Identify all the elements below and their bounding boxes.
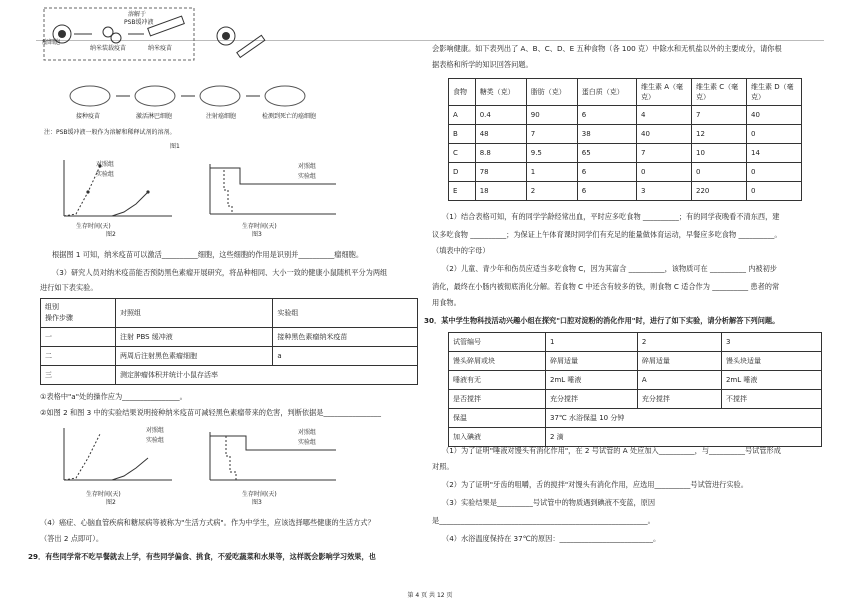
question-4: （4）癌症、心脑血管疾病和糖尿病等被称为"生活方式病"。作为中学生，应该选择哪些健康的生活方式？ <box>40 518 375 527</box>
table-cell: A <box>449 106 476 125</box>
exp-question-1b: 对照。 <box>432 462 454 471</box>
step-2-label: 激活淋巴细胞 <box>136 113 173 120</box>
figure-1-diagram <box>40 4 340 148</box>
table-cell: 0 <box>747 182 802 201</box>
chart3b-caption: 图3 <box>252 499 262 506</box>
table-row <box>449 352 822 371</box>
exp-question-3: （3）实验结果是__________号试管中的物质遇到碘液不变蓝，原因 <box>442 498 656 507</box>
chart2a-xlabel: 生存时间(天) <box>76 223 111 230</box>
table-cell: 7 <box>526 125 577 144</box>
table-row <box>449 409 822 428</box>
chart3a-legend-exp: 实验组 <box>298 173 317 180</box>
chart2b-caption: 图2 <box>106 499 116 506</box>
table-header-cell: 维生素 D（毫克） <box>747 79 802 106</box>
table-cell: 14 <box>747 144 802 163</box>
table-cell: 78 <box>475 163 526 182</box>
table-header-cell: 蛋白质（克） <box>577 79 636 106</box>
table-cell: 0 <box>747 163 802 182</box>
table-cell: 1 <box>526 163 577 182</box>
chart3a-caption: 图3 <box>252 231 262 238</box>
table-row <box>41 347 418 366</box>
table-cell: 3 <box>721 333 821 352</box>
table-cell: 90 <box>526 106 577 125</box>
table-cell: 试管编号 <box>449 333 546 352</box>
question-30: 30．某中学生物科技活动兴趣小组在探究"口腔对淀粉的消化作用"时，进行了如下实验，请分析解答下列问题。 <box>424 316 780 325</box>
table-cell: 一 <box>41 328 116 347</box>
question-4-note: （答出 2 点即可）。 <box>40 534 104 543</box>
question-2: ②如图 2 和图 3 中的实验结果说明接种纳米疫苗可减轻黑色素瘤带来的危害，判断依据是________________ <box>40 408 381 417</box>
table-cell: 6 <box>577 182 636 201</box>
table-row <box>449 333 822 352</box>
exp-question-4: （4）水浴温度保持在 37℃的原因：__________________________。 <box>442 534 661 543</box>
experiment-steps-table <box>40 298 418 385</box>
paragraph-2: （2）儿童、青少年和伤员应适当多吃食物 C，因为其富含 __________，该物质可在 __________ 内被初步 <box>442 264 777 273</box>
table-cell: A <box>637 371 721 390</box>
paragraph-1b: 议多吃食物 __________；为保证上午体育课时同学们有充足的能量做体育运动，早餐应多吃食物 __________。 <box>432 230 782 239</box>
table-cell: 9.5 <box>526 144 577 163</box>
table-cell: 38 <box>577 125 636 144</box>
table-row <box>449 79 802 106</box>
table-header-cell: 糖类（克） <box>475 79 526 106</box>
chart2a-caption: 图2 <box>106 231 116 238</box>
table-cell: D <box>449 163 476 182</box>
intro-line-2: 据表格和所学的知识回答问题。 <box>432 60 533 69</box>
table-cell: 48 <box>475 125 526 144</box>
table-cell: B <box>449 125 476 144</box>
table-cell: 充分搅拌 <box>546 390 638 409</box>
table-header-cell: 组别 操作步骤 <box>41 299 116 328</box>
table-cell: 4 <box>637 106 692 125</box>
table-cell: 二 <box>41 347 116 366</box>
table-header-cell: 实验组 <box>273 299 418 328</box>
chart2b-legend-exp: 实验组 <box>146 437 165 444</box>
paragraph-1: （1）结合表格可知，有的同学学龄经常出血，平时应多吃食物 __________；有的同学夜晚看不清东西，建 <box>442 212 780 221</box>
paragraph-2c: 用食物。 <box>432 298 461 307</box>
question-29: 29．有些同学常不吃早餐就去上学，有些同学偏食、挑食，不爱吃蔬菜和水果等，这样既会影响学习效果，也 <box>28 552 376 561</box>
table-cell: 2 <box>637 333 721 352</box>
table-cell: 注射 PBS 缓冲液 <box>116 328 273 347</box>
table-cell: 0 <box>692 163 747 182</box>
table-cell: 碎屑适量 <box>546 352 638 371</box>
table-header-cell: 维生素 A（毫克） <box>637 79 692 106</box>
table-cell: 12 <box>692 125 747 144</box>
table-cell: 保温 <box>449 409 546 428</box>
table-cell: 8.8 <box>475 144 526 163</box>
chart3b-xlabel: 生存时间(天) <box>242 491 277 498</box>
table-row <box>449 144 802 163</box>
text-line-3: 进行如下表实验。 <box>40 283 98 292</box>
table-row <box>449 182 802 201</box>
survival-chart-bottom <box>196 428 346 488</box>
figure-1-caption: 图1 <box>170 143 180 150</box>
table-header-cell: 食物 <box>449 79 476 106</box>
table-cell: C <box>449 144 476 163</box>
table-cell: 0 <box>637 163 692 182</box>
table-header-cell: 脂肪（克） <box>526 79 577 106</box>
intro-line-1: 会影响健康。如下表列出了 A、B、C、D、E 五种食物（各 100 克）中除水和无机盐以外的主要成分，请你根 <box>432 44 782 53</box>
table-cell: 馒头块适量 <box>721 352 821 371</box>
table-row <box>449 163 802 182</box>
table-cell: 10 <box>692 144 747 163</box>
table-cell: 加入碘液 <box>449 428 546 447</box>
table-cell: E <box>449 182 476 201</box>
exp-question-1: （1）为了证明"唾液对馒头有消化作用"，在 2 号试管的 A 处应加入__________，与__________号试管形成 <box>442 446 781 455</box>
chart2a-legend-control: 对照组 <box>96 161 115 168</box>
table-cell: 65 <box>577 144 636 163</box>
text-line-2: （3）研究人员对纳米疫苗能否预防黑色素瘤开展研究，将品种相同、大小一致的健康小鼠随机平分为两组 <box>52 268 388 277</box>
survival-chart-top <box>196 160 346 224</box>
nano-vaccine-label: 纳米装载疫苗 <box>90 45 127 52</box>
table-cell: 三 <box>41 366 116 385</box>
table-cell: a <box>273 347 418 366</box>
table-row <box>41 366 418 385</box>
chart3b-legend-control: 对照组 <box>298 429 317 436</box>
table-cell: 18 <box>475 182 526 201</box>
table-cell: 充分搅拌 <box>637 390 721 409</box>
table-row <box>41 328 418 347</box>
chart2b-xlabel: 生存时间(天) <box>86 491 121 498</box>
table-cell: 40 <box>637 125 692 144</box>
dissolve-label: 溶解于 <box>128 11 147 18</box>
chart3a-xlabel: 生存时间(天) <box>242 223 277 230</box>
page-footer: 第 4 页 共 12 页 <box>407 592 453 599</box>
table-cell: 碎屑适量 <box>637 352 721 371</box>
table-row <box>449 125 802 144</box>
table-cell: 馒头碎屑或块 <box>449 352 546 371</box>
table-cell: 两周后注射黑色素瘤细胞 <box>116 347 273 366</box>
table-row <box>449 106 802 125</box>
table-row <box>449 371 822 390</box>
step-4-label: 检测到死亡的癌细胞 <box>262 113 317 120</box>
table-cell: 接种黑色素瘤纳米疫苗 <box>273 328 418 347</box>
paragraph-1c: （填表中的字母） <box>432 246 490 255</box>
chart3a-legend-control: 对照组 <box>298 163 317 170</box>
table-cell: 不搅拌 <box>721 390 821 409</box>
figure-1-note: 注：PSB缓冲液一般作为溶解和稀释试剂的溶剂。 <box>44 129 176 136</box>
table-cell: 7 <box>637 144 692 163</box>
table-cell: 6 <box>577 106 636 125</box>
buffer-label: PSB缓冲液 <box>124 19 154 26</box>
table-cell: 40 <box>747 106 802 125</box>
table-cell: 1 <box>546 333 638 352</box>
step-3-label: 注射癌细胞 <box>206 113 237 120</box>
table-cell: 3 <box>637 182 692 201</box>
exp-question-3b: 是__________________________________________________________。 <box>432 516 655 525</box>
question-1: ①表格中"a"处的操作应为________________。 <box>40 392 187 401</box>
vaccine-label: 纳米疫苗 <box>148 45 173 52</box>
table-cell: 测定肿瘤体积并统计小鼠存活率 <box>116 366 418 385</box>
table-header-cell: 对照组 <box>116 299 273 328</box>
table-cell: 2 滴 <box>546 428 822 447</box>
table-row <box>449 428 822 447</box>
table-cell: 0.4 <box>475 106 526 125</box>
table-row <box>41 299 418 328</box>
table-cell: 2mL 唾液 <box>546 371 638 390</box>
chart2a-legend-exp: 实验组 <box>96 171 115 178</box>
table-cell: 37℃ 水浴保温 10 分钟 <box>546 409 822 428</box>
chart2b-legend-control: 对照组 <box>146 427 165 434</box>
food-table <box>448 78 802 201</box>
table-cell: 7 <box>692 106 747 125</box>
table-header-cell: 维生素 C（毫克） <box>692 79 747 106</box>
experiment-table <box>448 332 822 447</box>
table-cell: 220 <box>692 182 747 201</box>
table-row <box>449 390 822 409</box>
table-cell: 2mL 唾液 <box>721 371 821 390</box>
table-cell: 是否搅拌 <box>449 390 546 409</box>
paragraph-2b: 消化，最终在小肠内被彻底消化分解。若食物 C 中还含有较多的铁，则食物 C 适合作为 __________ 患者的常 <box>432 282 780 291</box>
step-1-label: 接种疫苗 <box>76 113 101 120</box>
table-cell: 6 <box>577 163 636 182</box>
exp-question-2: （2）为了证明"牙齿的咀嚼，舌的搅拌"对馒头有消化作用，应选用__________号试管进行实验。 <box>442 480 748 489</box>
table-cell: 2 <box>526 182 577 201</box>
table-cell: 0 <box>747 125 802 144</box>
table-cell: 唾液有无 <box>449 371 546 390</box>
text-line-1: 根据图 1 可知，纳米疫苗可以激活__________细胞，这些细胞的作用是识别并__________瘤细胞。 <box>52 250 364 259</box>
tumor-cell-label: 瘤细胞 <box>42 39 61 46</box>
chart3b-legend-exp: 实验组 <box>298 439 317 446</box>
